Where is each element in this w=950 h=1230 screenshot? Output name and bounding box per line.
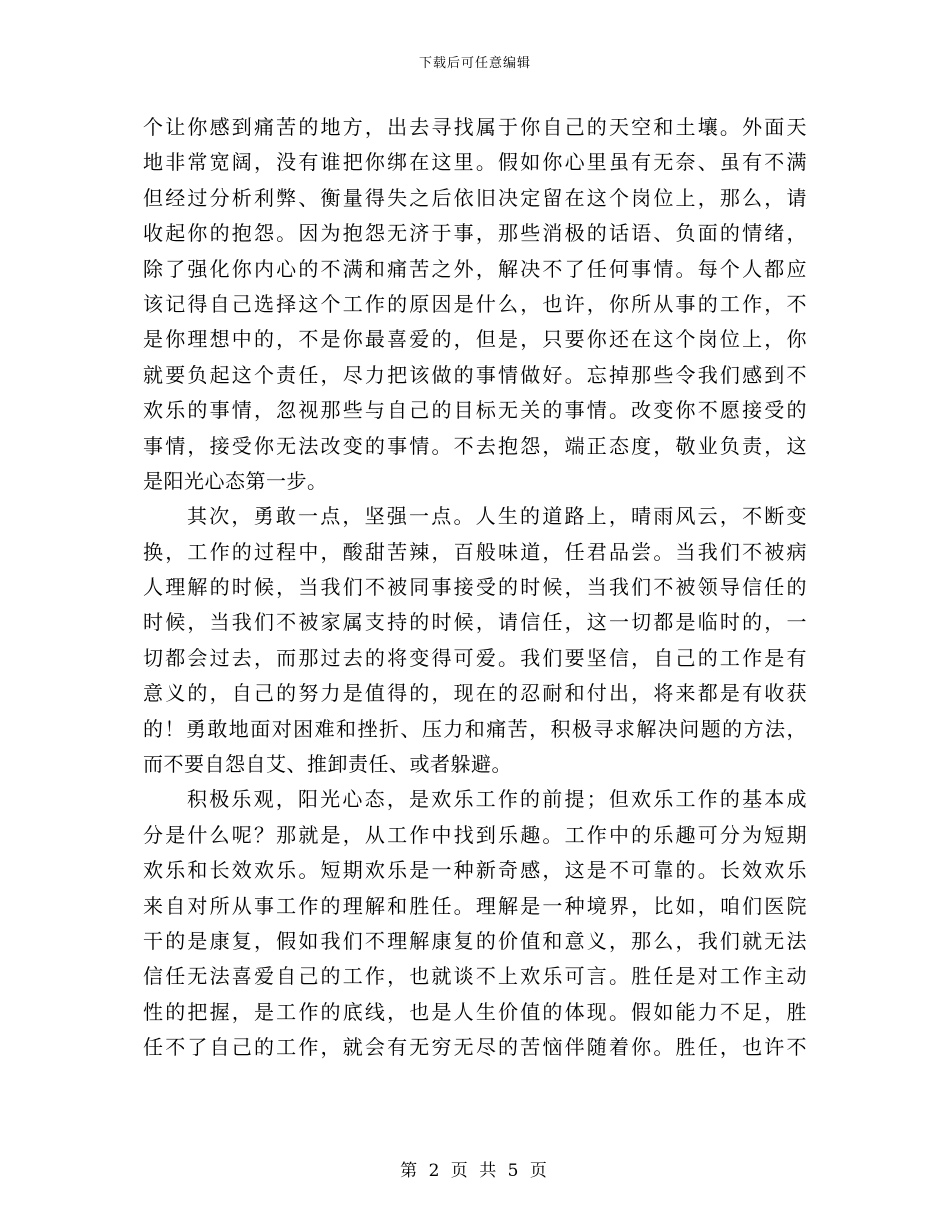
text-line: 的！勇敢地面对困难和挫折、压力和痛苦，积极寻求解决问题的方法， bbox=[143, 716, 807, 741]
text-line: 除了强化你内心的不满和痛苦之外，解决不了任何事情。每个人都应 bbox=[143, 256, 807, 281]
text-line: 信任无法喜爱自己的工作，也就谈不上欢乐可言。胜任是对工作主动 bbox=[143, 964, 807, 989]
text-line: 性的把握，是工作的底线，也是人生价值的体现。假如能力不足，胜 bbox=[143, 999, 807, 1024]
page-header: 下载后可任意编辑 bbox=[418, 56, 531, 71]
text-line: 意义的，自己的努力是值得的，现在的忍耐和付出，将来都是有收获 bbox=[143, 681, 807, 706]
text-line: 个让你感到痛苦的地方，出去寻找属于你自己的天空和土壤。外面天 bbox=[143, 115, 807, 139]
paragraph-first-line: 积极乐观，阳光心态，是欢乐工作的前提；但欢乐工作的基本成 bbox=[187, 787, 807, 812]
text-line: 来自对所从事工作的理解和胜任。理解是一种境界，比如，咱们医院 bbox=[143, 893, 807, 918]
text-line: 地非常宽阔，没有谁把你绑在这里。假如你心里虽有无奈、虽有不满 bbox=[143, 150, 807, 175]
document-body bbox=[143, 110, 807, 1066]
text-line: 该记得自己选择这个工作的原因是什么，也许，你所从事的工作，不 bbox=[143, 291, 807, 316]
paragraph-first-line: 其次，勇敢一点，坚强一点。人生的道路上，晴雨风云，不断变 bbox=[187, 504, 807, 529]
text-line: 是你理想中的，不是你最喜爱的，但是，只要你还在这个岗位上，你 bbox=[143, 327, 807, 352]
text-line: 事情，接受你无法改变的事情。不去抱怨，端正态度，敬业负责，这 bbox=[143, 433, 807, 458]
page-footer: 第 2 页 共 5 页 bbox=[400, 1161, 550, 1181]
text-line: 分是什么呢？那就是，从工作中找到乐趣。工作中的乐趣可分为短期 bbox=[143, 822, 807, 847]
text-line: 任不了自己的工作，就会有无穷无尽的苦恼伴随着你。胜任，也许不 bbox=[143, 1035, 807, 1060]
text-line: 干的是康复，假如我们不理解康复的价值和意义，那么，我们就无法 bbox=[143, 928, 807, 953]
text-line: 欢乐和长效欢乐。短期欢乐是一种新奇感，这是不可靠的。长效欢乐 bbox=[143, 858, 807, 883]
text-line: 是阳光心态第一步。 bbox=[143, 468, 328, 493]
text-line: 但经过分析利弊、衡量得失之后依旧决定留在这个岗位上，那么，请 bbox=[143, 185, 807, 210]
text-line: 人理解的时候，当我们不被同事接受的时候，当我们不被领导信任的 bbox=[143, 575, 807, 600]
text-line: 时候，当我们不被家属支持的时候，请信任，这一切都是临时的，一 bbox=[143, 610, 807, 635]
text-line: 就要负起这个责任，尽力把该做的事情做好。忘掉那些令我们感到不 bbox=[143, 362, 807, 387]
text-line: 欢乐的事情，忽视那些与自己的目标无关的事情。改变你不愿接受的 bbox=[143, 398, 807, 423]
text-line: 换，工作的过程中，酸甜苦辣，百般味道，任君品尝。当我们不被病 bbox=[143, 539, 807, 564]
text-line: 切都会过去，而那过去的将变得可爱。我们要坚信，自己的工作是有 bbox=[143, 645, 807, 670]
text-line: 而不要自怨自艾、推卸责任、或者躲避。 bbox=[143, 752, 512, 777]
text-line: 收起你的抱怨。因为抱怨无济于事，那些消极的话语、负面的情绪， bbox=[143, 221, 807, 246]
